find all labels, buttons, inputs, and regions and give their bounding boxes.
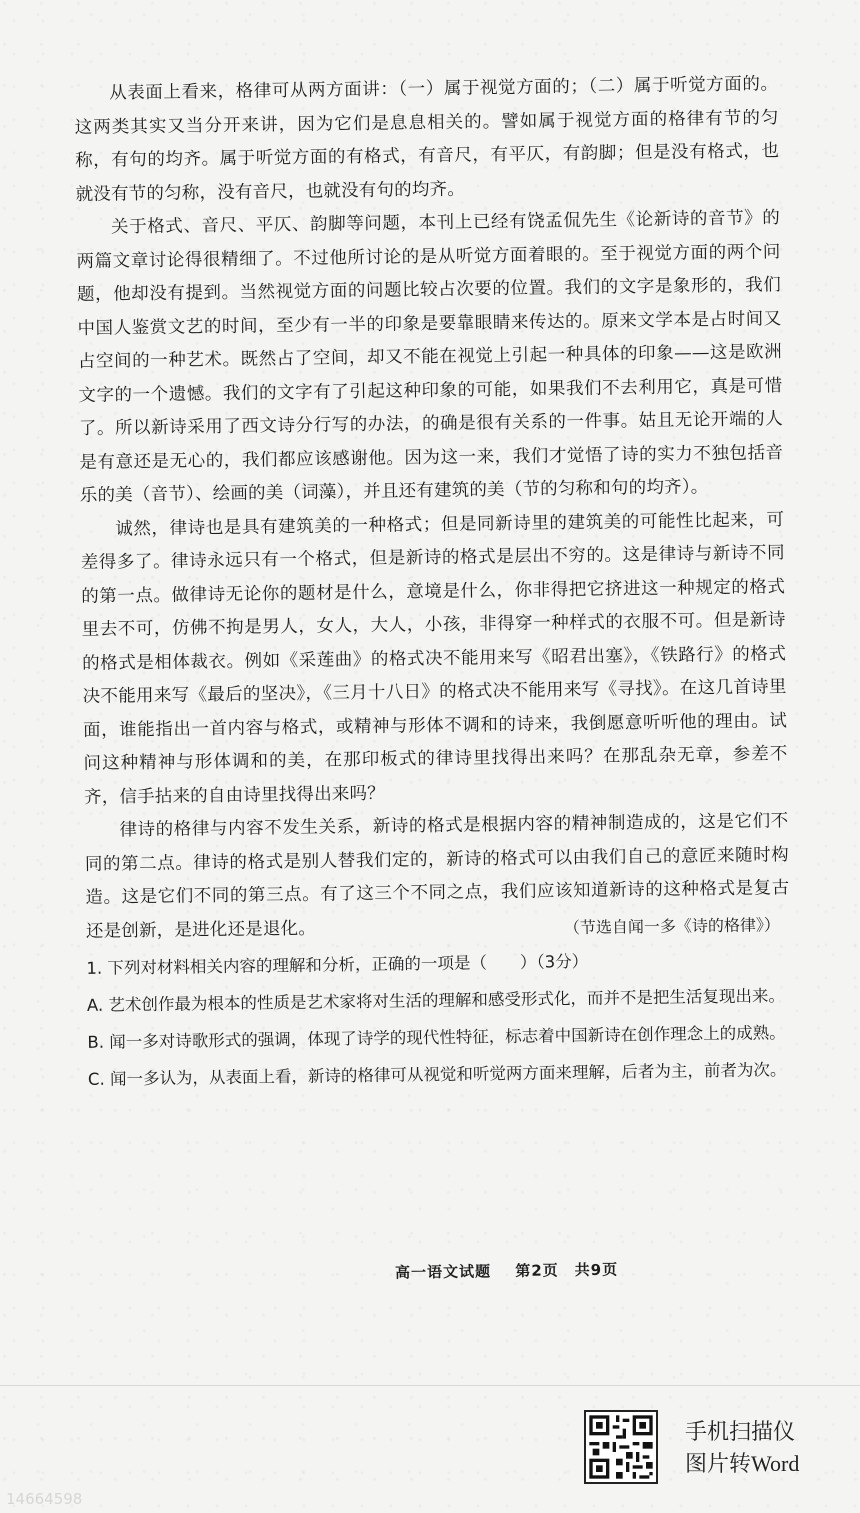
qr-code-graphic xyxy=(586,1412,656,1482)
passage xyxy=(74,68,792,1098)
divider xyxy=(0,1385,860,1386)
question-1-option-b: B. 闻一多对诗歌形式的强调，体现了诗学的现代性特征，标志着中国新诗在创作理念上的成熟。 xyxy=(87,1023,786,1052)
passage-paragraph-1: 从表面上看来，格律可从两方面讲：（一）属于视觉方面的；（二）属于听觉方面的。这两类其实又当分开来讲，因为它们是息息相关的。譬如属于视觉方面的格律有节的匀称，有句的均齐。属于听觉方面的有格式，有音尺，有平仄，有韵脚；但是没有格式，也就没有节的匀称，没有音尺，也就没有句的均齐。 xyxy=(74,74,780,205)
question-1 xyxy=(86,940,792,1098)
passage-source: （节选自闻一多《诗的格律》） xyxy=(563,915,781,938)
exam-name: 高一语文试题 xyxy=(394,1262,492,1282)
passage-paragraph-3: 诚然，律诗也是具有建筑美的一种格式；但是同新诗里的建筑美的可能性比起来，可差得多了。律诗永远只有一个格式，但是新诗的格式是层出不穷的。这是律诗与新诗不同的第一点。做律诗无论你的题材是什么，意境是什么，你非得把它挤进这一种规定的格式里去不可，仿佛不拘是男人，女人，大人，小孩，非得穿一种样式的衣服不可。但是新诗的格式是相体裁衣。例如《采莲曲》的格式决不能用来写《昭君出塞》，《铁路行》的格式决不能用来写《最后的坚决》，《三月十八日》的格式决不能用来写《寻找》。在这几首诗里面，谁能指出一首内容与格式，或精神与形体不调和的诗来，我倒愿意听听他的理由。试问这种精神与形体调和的美，在那印板式的律诗里找得出来吗？在那乱杂无章，参差不齐，信手拈来的自由诗里找得出来吗？ xyxy=(80,509,788,808)
qr-code-icon xyxy=(584,1410,658,1484)
scanner-watermark xyxy=(685,1416,799,1480)
document-id: 14664598 xyxy=(6,1490,83,1508)
page-number: 第2页 共9页 xyxy=(515,1260,619,1281)
watermark-line-2: 图片转Word xyxy=(685,1451,800,1476)
passage-paragraph-2: 关于格式、音尺、平仄、韵脚等问题，本刊上已经有饶孟侃先生《论新诗的音节》的两篇文章讨论得很精细了。不过他所讨论的是从听觉方面着眼的。至于视觉方面的两个问题，他却没有提到。当然视觉方面的问题比较占次要的位置。我们的文字是象形的，我们中国人鉴赏文艺的时间，至少有一半的印象是要靠眼睛来传达的。原来文学本是占时间又占空间的一种艺术。既然占了空间，却又不能在视觉上引起一种具体的印象——这是欧洲文字的一个遗憾。我们的文字有了引起这种印象的可能，如果我们不去利用它，真是可惜了。所以新诗采用了西文诗分行写的办法，的确是很有关系的一件事。姑且无论开端的人是有意还是无心的，我们都应该感谢他。因为这一来，我们才觉悟了诗的实力不独包括音乐的美（音节）、绘画的美（词藻），并且还有建筑的美（节的匀称和句的均齐）。 xyxy=(76,208,784,506)
passage-paragraph-4: 律诗的格律与内容不发生关系，新诗的格式是根据内容的精神制造成的，这是它们不同的第二点。律诗的格式是别人替我们定的，新诗的格式可以由我们自己的意匠来随时构造。这是它们不同的第三点。有了这三个不同之点，我们应该知道新诗的这种格式是复古还是创新，是进化还是退化。 xyxy=(84,811,790,942)
watermark-line-1: 手机扫描仪 xyxy=(685,1419,796,1444)
page-footer xyxy=(395,1258,636,1282)
question-1-stem: 1. 下列对材料相关内容的理解和分析，正确的一项是（ ）（3分） xyxy=(86,951,589,978)
question-1-option-a: A. 艺术创作最为根本的性质是艺术家将对生活的理解和感受形式化，而并不是把生活复现出来。 xyxy=(86,986,786,1015)
question-1-option-c: C. 闻一多认为，从表面上看，新诗的格律可从视觉和听觉两方面来理解，后者为主，前者为次。 xyxy=(87,1060,787,1089)
